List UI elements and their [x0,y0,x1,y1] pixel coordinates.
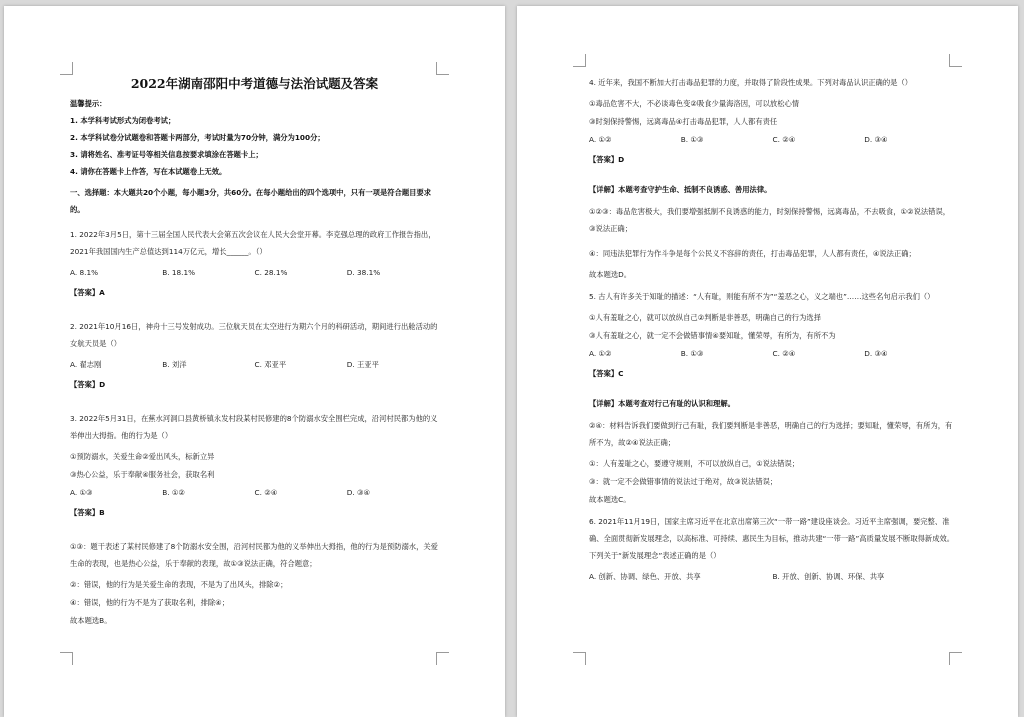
explanation-line: ①：人有羞耻之心，要遵守规则，不可以放纵自己，①说法错误； [589,459,800,468]
explanation-heading: 【详解】本题考查对行己有耻的认识和理解。 [589,399,735,408]
explanation-line: ④：错误，他的行为不是为了获取名利，排除④； [70,598,230,607]
question-4-stem: 4. 近年来，我国不断加大打击毒品犯罪的力度，并取得了阶段性成果。下列对毒品认识正确的是（） [589,78,913,87]
crop-mark [949,54,962,67]
option: C. ②④ [772,349,796,358]
option: B. ①③ [680,135,704,144]
document-page-left [4,6,505,717]
crop-mark [60,652,73,665]
option: A. ①③ [70,488,93,497]
question-3-answer: 【答案】B [70,508,105,517]
option: C. 28.1% [254,268,288,277]
option: B. ①② [162,488,185,497]
explanation-line: ①②③：毒品危害极大，我们要增强抵制不良诱惑的能力，时刻保持警惕，远离毒品，不去吸食，①②说法错误，③说法正确； [589,207,951,233]
page-content [589,74,956,582]
tip-line: 2. 本学科试卷分试题卷和答题卡两部分，考试时量为70分钟，满分为100分； [70,133,325,142]
option: D. ③④ [346,488,371,497]
question-1-answer: 【答案】A [70,288,105,297]
option: C. 邓亚平 [254,360,287,369]
question-4-item: ①毒品危害不大，不必谈毒色变②吸食少量海洛因，可以放松心情 [589,99,800,108]
option: A. 8.1% [70,268,99,277]
question-3-item: ③热心公益，乐于奉献④服务社会，获取名利 [70,470,215,479]
option: B. 开放、创新、协调、环保、共享 [772,572,885,581]
explanation-line: ④：同违法犯罪行为作斗争是每个公民义不容辞的责任，打击毒品犯罪，人人都有责任，④说法正确； [589,249,916,258]
explanation-line: 故本题选B。 [70,616,112,625]
page-content [70,76,439,626]
question-2-stem: 2. 2021年10月16日，神舟十三号发射成功。三位航天员在太空进行为期六个月的科研活动，期间进行出舱活动的女航天员是（） [70,322,438,348]
question-4-answer: 【答案】D [589,155,625,164]
explanation-line: ①③：题干表述了某村民修建了8个防溺水安全围，沿河村民都为他的义举伸出大拇指，他的行为是预防溺水，关爱生命的表现，也是热心公益，乐于奉献的表现，故①③说法正确，符合题意； [70,542,438,568]
crop-mark [573,652,586,665]
tip-line: 1. 本学科考试形式为闭卷考试； [70,116,176,125]
option: D. ③④ [864,349,888,358]
question-2-answer: 【答案】D [70,380,106,389]
question-5-item: ③人有羞耻之心，就一定不会做错事情④要知耻，懂荣辱，有所为，有所不为 [589,331,836,340]
option: A. 翟志刚 [70,360,102,369]
option: B. 刘洋 [162,360,187,369]
document-title: 2022年湖南邵阳中考道德与法治试题及答案 [130,76,379,91]
option: A. ①② [589,135,612,144]
option: B. 18.1% [162,268,196,277]
document-page-right [517,6,1018,717]
question-4-options [589,135,956,145]
question-6-options [589,572,956,582]
crop-mark [436,652,449,665]
question-2-options [70,360,439,370]
question-6-stem: 6. 2021年11月19日，国家主席习近平在北京出席第三次“一带一路”建设座谈会。习近平主席强调，要完整、准确、全面贯彻新发展理念，以高标准、可持续、惠民生为目标，推动共建“一带一路”高质量发展不断取得新成效。下列关于“新发展理念”表述正确的是（） [589,517,955,560]
question-1-stem: 1. 2022年3月5日，第十三届全国人民代表大会第五次会议在人民大会堂开幕。李克强总理的政府工作报告指出，2021年我国国内生产总值达到114万亿元，增长______。（） [70,230,436,256]
question-1-options [70,268,439,278]
question-5-answer: 【答案】C [589,369,624,378]
tip-line: 3. 请将姓名、准考证号等相关信息按要求填涂在答题卡上； [70,150,263,159]
crop-mark [436,62,449,75]
explanation-line: 故本题选C。 [589,495,631,504]
question-3-stem: 3. 2022年5月31日，在蕉水河洞口县黄桥镇永发村段某村民修建的8个防溺水安全围栏完成，沿河村民都为他的义举伸出大拇指。他的行为是（） [70,414,438,440]
question-5-options [589,349,956,359]
tips-header: 温馨提示： [70,99,107,108]
option: C. ②④ [772,135,796,144]
crop-mark [949,652,962,665]
option: C. ②④ [254,488,278,497]
explanation-line: ②：错误，他的行为是关爱生命的表现，不是为了出风头，排除②； [70,580,288,589]
crop-mark [573,54,586,67]
question-5-stem: 5. 古人有许多关于知耻的描述：“人有耻，则能有所不为”“羞恶之心，义之端也”……这些名句启示我们（） [589,292,935,301]
question-4-item: ③时刻保持警惕，远离毒品④打击毒品犯罪，人人都有责任 [589,117,778,126]
explanation-line: 故本题选D。 [589,270,632,279]
option: A. ①② [589,349,612,358]
explanation-line: ③：就一定不会做错事情的说法过于绝对，故③说法错误； [589,477,778,486]
explanation-line: ②④：材料告诉我们要做到行己有耻，我们要判断是非善恶，明确自己的行为选择；要知耻，懂荣辱，有所为，有所不为，故②④说法正确； [589,421,953,447]
option: A. 创新、协调、绿色、开放、共享 [589,572,701,581]
option: D. 38.1% [346,268,381,277]
tip-line: 4. 请你在答题卡上作答，写在本试题卷上无效。 [70,167,227,176]
option: B. ①③ [680,349,704,358]
option: D. ③④ [864,135,888,144]
option: D. 王亚平 [346,360,379,369]
question-5-item: ①人有羞耻之心，就可以放纵自己②判断是非善恶，明确自己的行为选择 [589,313,821,322]
crop-mark [60,62,73,75]
question-3-options [70,488,439,498]
section-heading: 一、选择题：本大题共20个小题，每小题3分，共60分。在每小题给出的四个选项中，只有一项是符合题目要求的。 [70,188,432,214]
explanation-heading: 【详解】本题考查守护生命、抵制不良诱惑、善用法律。 [589,185,772,194]
question-3-item: ①预防溺水，关爱生命②爱出风头，标新立异 [70,452,215,461]
